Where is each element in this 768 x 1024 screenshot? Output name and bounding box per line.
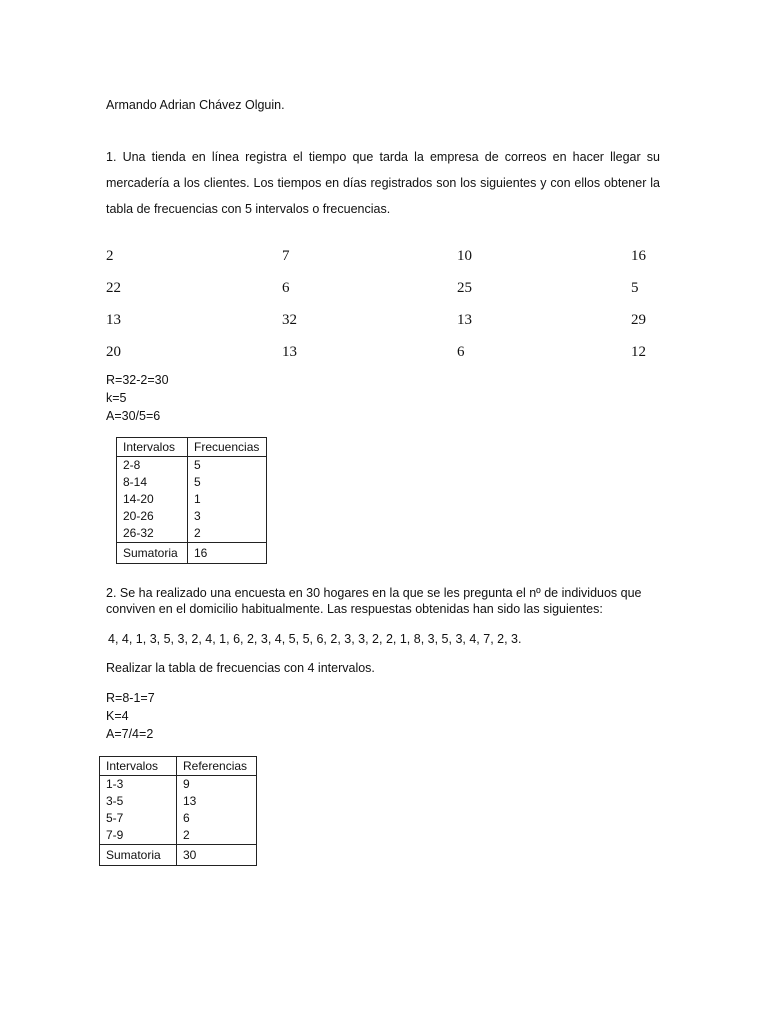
data-cell: 13	[457, 312, 472, 328]
data-cell: 2	[106, 248, 114, 264]
table-cell: 5	[188, 474, 267, 491]
problem2-statement: 2. Se ha realizado una encuesta en 30 hogares en la que se les pregunta el nº de individuos que conviven en el domicilio habitualmente. Las respuestas obtenidas han sido las siguientes:	[106, 586, 642, 616]
data-cell: 13	[282, 344, 297, 360]
table-row	[100, 827, 257, 845]
problem2-instruction: Realizar la tabla de frecuencias con 4 intervalos.	[106, 661, 375, 675]
table-total-label: Sumatoria	[117, 543, 188, 564]
data-cell: 25	[457, 280, 472, 296]
table-header-cell: Intervalos	[117, 438, 188, 457]
table-cell: 3-5	[100, 793, 177, 810]
table-row	[117, 457, 267, 475]
table-header-cell: Intervalos	[100, 757, 177, 776]
table-cell: 6	[177, 810, 257, 827]
data-cell: 29	[631, 312, 646, 328]
data-cell: 20	[106, 344, 121, 360]
problem2-calc-k: K=4	[106, 709, 129, 723]
table-total-label: Sumatoria	[100, 845, 177, 866]
table-header-row	[117, 438, 267, 457]
table-cell: 2	[188, 525, 267, 543]
table-cell: 3	[188, 508, 267, 525]
data-cell: 22	[106, 280, 121, 296]
problem1-statement: 1. Una tienda en línea registra el tiempo que tarda la empresa de correos en hacer llegar su mercadería a los clientes. Los tiempos en días registrados son los siguientes y con ellos obtener la tabla de frecuencias con 5 intervalos o frecuencias.	[106, 150, 660, 216]
table-cell: 20-26	[117, 508, 188, 525]
problem2-calc-amplitude: A=7/4=2	[106, 727, 154, 741]
problem2-frequency-table	[99, 756, 257, 866]
table-row	[117, 491, 267, 508]
table-cell: 9	[177, 776, 257, 794]
author-name: Armando Adrian Chávez Olguin.	[106, 98, 285, 112]
table-row	[100, 793, 257, 810]
table-header-cell: Referencias	[177, 757, 257, 776]
table-total-value: 30	[177, 845, 257, 866]
problem2-responses: 4, 4, 1, 3, 5, 3, 2, 4, 1, 6, 2, 3, 4, 5, 5, 6, 2, 3, 3, 2, 2, 1, 8, 3, 5, 3, 4, 7, 2, 3.	[108, 632, 522, 646]
table-cell: 7-9	[100, 827, 177, 845]
table-row	[117, 525, 267, 543]
problem1-frequency-table	[116, 437, 267, 564]
table-row	[100, 810, 257, 827]
problem1-calc-amplitude: A=30/5=6	[106, 409, 161, 423]
table-total-row	[117, 543, 267, 564]
data-cell: 16	[631, 248, 646, 264]
data-cell: 5	[631, 280, 639, 296]
data-cell: 7	[282, 248, 290, 264]
table-total-row	[100, 845, 257, 866]
problem1-calc-k: k=5	[106, 391, 127, 405]
table-cell: 5-7	[100, 810, 177, 827]
table-cell: 5	[188, 457, 267, 475]
data-cell: 32	[282, 312, 297, 328]
table-cell: 1	[188, 491, 267, 508]
table-cell: 8-14	[117, 474, 188, 491]
data-cell: 13	[106, 312, 121, 328]
table-cell: 26-32	[117, 525, 188, 543]
table-row	[117, 508, 267, 525]
table-header-row	[100, 757, 257, 776]
problem2-calc-range: R=8-1=7	[106, 691, 155, 705]
table-header-cell: Frecuencias	[188, 438, 267, 457]
data-cell: 6	[282, 280, 290, 296]
table-cell: 13	[177, 793, 257, 810]
table-cell: 1-3	[100, 776, 177, 794]
data-cell: 12	[631, 344, 646, 360]
table-cell: 2-8	[117, 457, 188, 475]
table-cell: 2	[177, 827, 257, 845]
table-row	[100, 776, 257, 794]
problem1-calc-range: R=32-2=30	[106, 373, 169, 387]
table-row	[117, 474, 267, 491]
data-cell: 10	[457, 248, 472, 264]
data-cell: 6	[457, 344, 465, 360]
table-cell: 14-20	[117, 491, 188, 508]
table-total-value: 16	[188, 543, 267, 564]
